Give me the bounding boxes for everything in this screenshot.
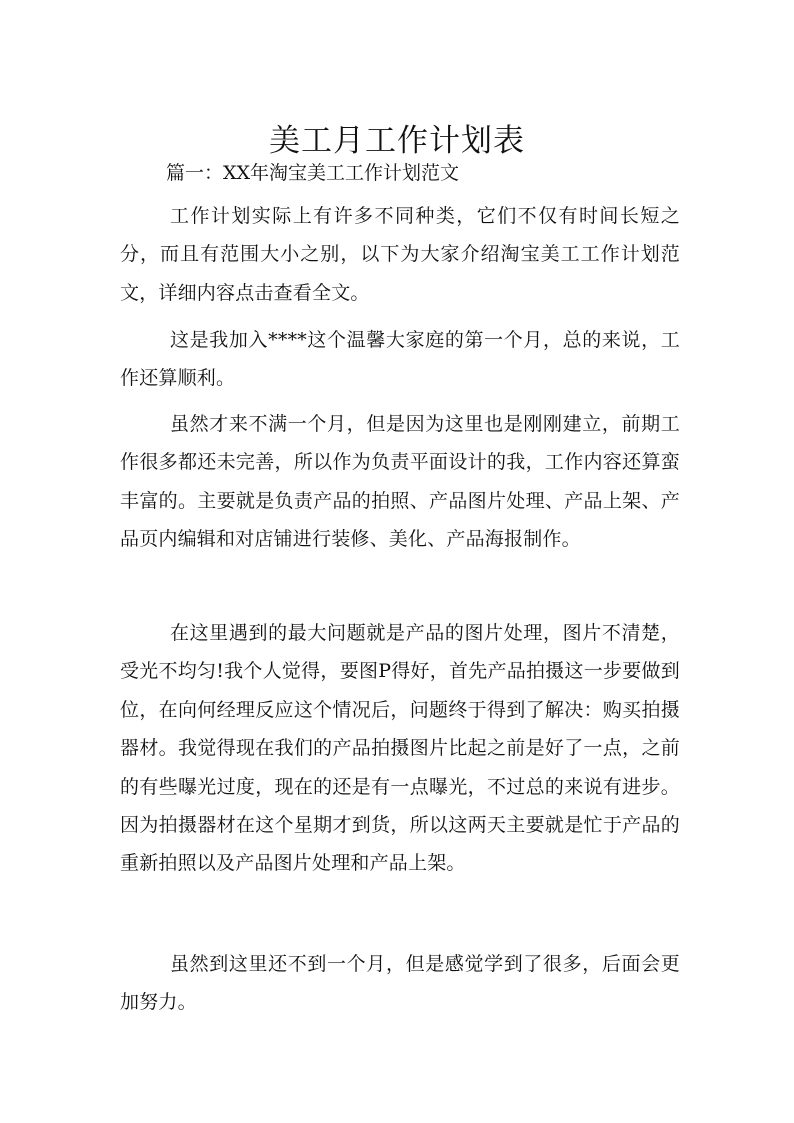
paragraph: 虽然才来不满一个月，但是因为这里也是刚刚建立，前期工作很多都还未完善，所以作为负责平面设计的我，工作内容还算蛮丰富的。主要就是负责产品的拍照、产品图片处理、产品上架、产品页内编辑和对店铺进行装修、美化、产品海报制作。: [120, 413, 680, 551]
paragraph: 这是我加入****这个温馨大家庭的第一个月，总的来说，工作还算顺利。: [120, 329, 680, 390]
paragraph: 虽然到这里还不到一个月，但是感觉学到了很多，后面会更加努力。: [120, 953, 680, 1014]
document-title: 美工月工作计划表: [269, 122, 525, 159]
document-subtitle: 篇一：XX年淘宝美工工作计划范文: [166, 162, 460, 184]
paragraph: 工作计划实际上有许多不同种类，它们不仅有时间长短之分，而且有范围大小之别，以下为大家介绍淘宝美工工作计划范文，详细内容点击查看全文。: [120, 205, 680, 304]
paragraph: 在这里遇到的最大问题就是产品的图片处理，图片不清楚，受光不均匀!我个人觉得，要图P得好，首先产品拍摄这一步要做到位，在向何经理反应这个情况后，问题终于得到了解决：购买拍摄器材。我觉得现在我们的产品拍摄图片比起之前是好了一点，之前的有些曝光过度，现在的还是有一点曝光，不过总的来说有进步。因为拍摄器材在这个星期才到货，所以这两天主要就是忙于产品的重新拍照以及产品图片处理和产品上架。: [120, 622, 680, 875]
